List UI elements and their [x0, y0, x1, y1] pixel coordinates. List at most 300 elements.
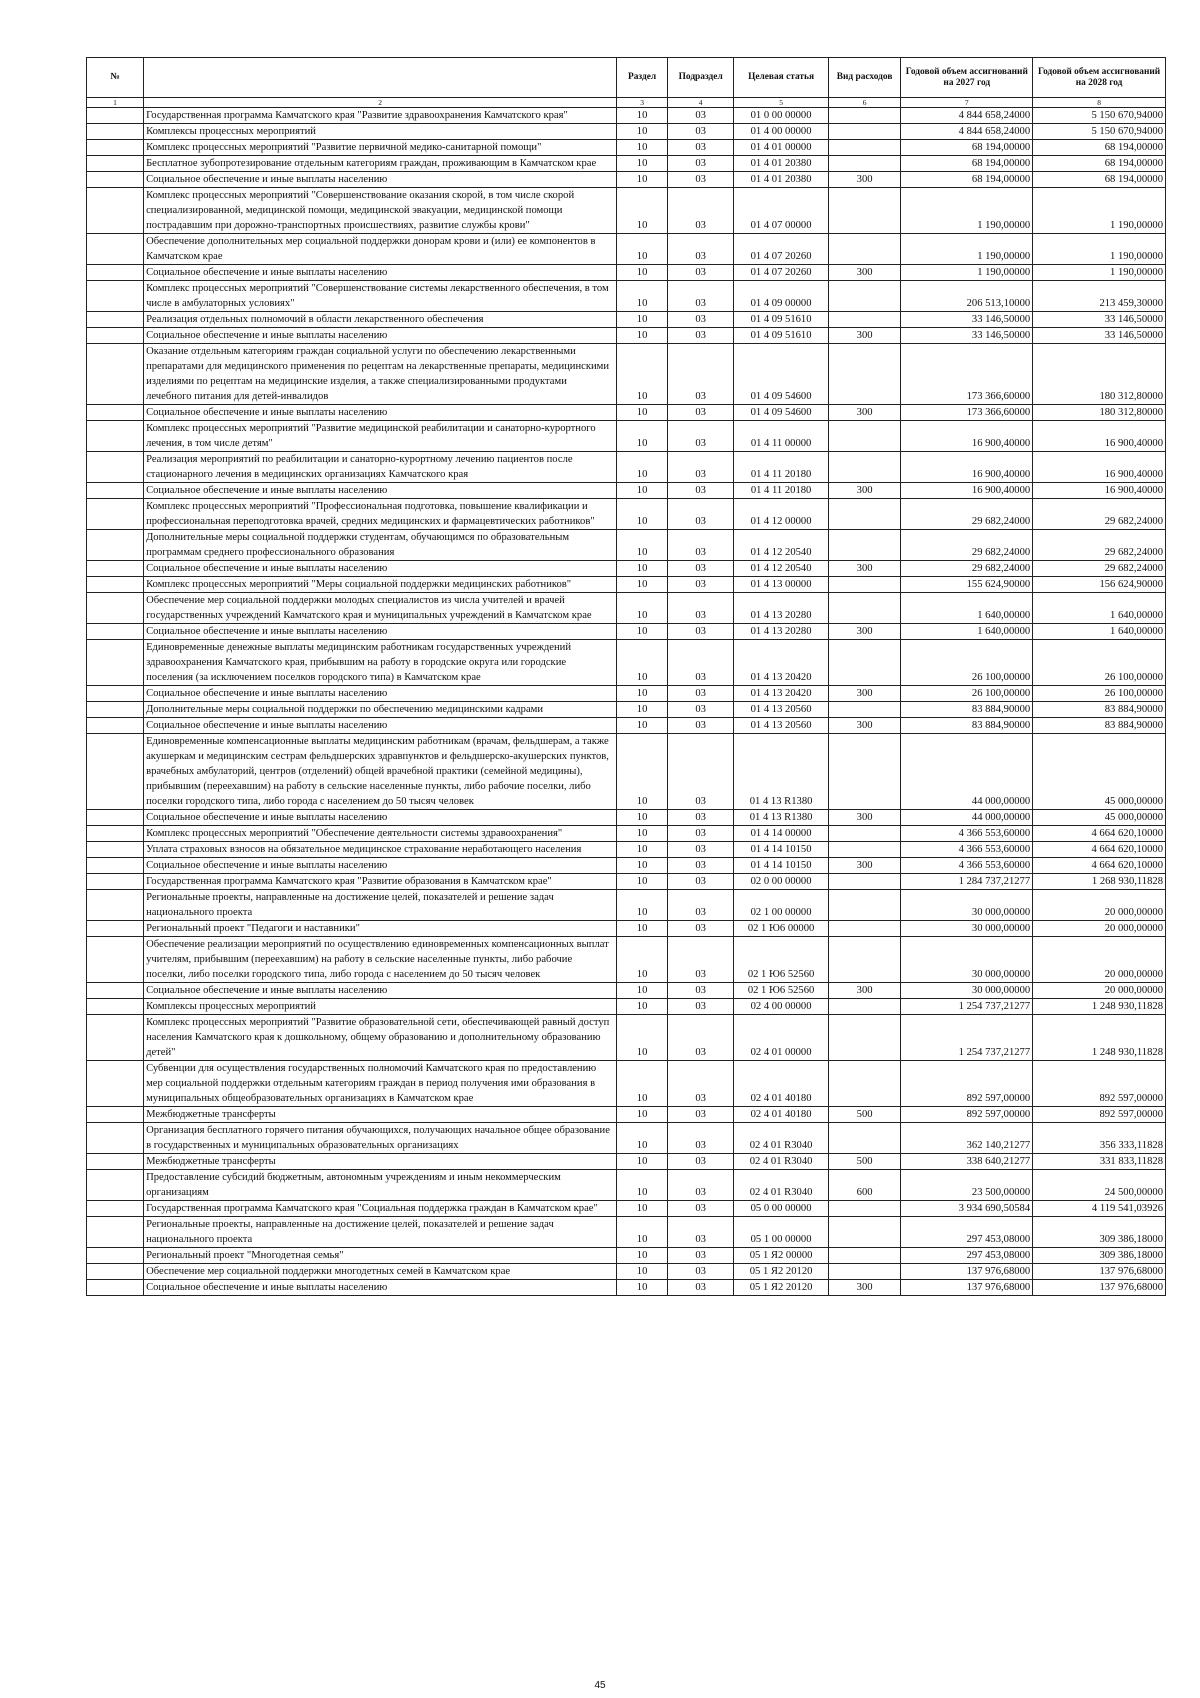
row-razdel-cell: 10	[617, 483, 668, 499]
column-number: 1	[87, 98, 144, 108]
row-razdel-cell: 10	[617, 1154, 668, 1170]
table-row	[87, 1107, 1166, 1123]
table-row	[87, 172, 1166, 188]
row-razdel-cell: 10	[617, 312, 668, 328]
table-row	[87, 1217, 1166, 1248]
row-name-cell: Комплекс процессных мероприятий "Совершенствование оказания скорой, в том числе скорой специализированной, медицинской помощи, медицинской эвакуации, медицинской помощи пострадавшим при дорожно-транспортных происшествиях, развитие службы крови"	[144, 188, 617, 234]
row-expense-type-cell: 300	[828, 405, 901, 421]
row-podrazdel-cell: 03	[667, 421, 733, 452]
row-razdel-cell: 10	[617, 421, 668, 452]
row-name-cell: Государственная программа Камчатского края "Социальная поддержка граждан в Камчатском крае"	[144, 1201, 617, 1217]
row-number-cell	[87, 405, 144, 421]
row-number-cell	[87, 1170, 144, 1201]
row-target-article-cell: 01 4 09 54600	[734, 405, 828, 421]
row-amount-2027-cell: 3 934 690,50584	[901, 1201, 1033, 1217]
row-expense-type-cell	[828, 1248, 901, 1264]
row-number-cell	[87, 842, 144, 858]
row-amount-2028-cell: 213 459,30000	[1033, 281, 1166, 312]
row-amount-2028-cell: 4 664 620,10000	[1033, 858, 1166, 874]
row-podrazdel-cell: 03	[667, 702, 733, 718]
header-number: №	[87, 58, 144, 98]
row-expense-type-cell: 500	[828, 1154, 901, 1170]
row-expense-type-cell: 300	[828, 624, 901, 640]
row-podrazdel-cell: 03	[667, 983, 733, 999]
row-podrazdel-cell: 03	[667, 640, 733, 686]
row-target-article-cell: 01 4 14 10150	[734, 842, 828, 858]
row-razdel-cell: 10	[617, 405, 668, 421]
row-number-cell	[87, 172, 144, 188]
row-name-cell: Субвенции для осуществления государственных полномочий Камчатского края по предоставлению мер социальной поддержки отдельным категориям граждан в период получения ими образования в муниципальных общеобразовательных организациях в Камчатском крае	[144, 1061, 617, 1107]
row-razdel-cell: 10	[617, 1280, 668, 1296]
row-expense-type-cell	[828, 577, 901, 593]
row-name-cell: Обеспечение мер социальной поддержки молодых специалистов из числа учителей и врачей государственных учреждений Камчатского края и муниципальных учреждений в Камчатском крае	[144, 593, 617, 624]
table-row	[87, 561, 1166, 577]
table-row	[87, 810, 1166, 826]
row-podrazdel-cell: 03	[667, 1170, 733, 1201]
row-podrazdel-cell: 03	[667, 858, 733, 874]
row-podrazdel-cell: 03	[667, 312, 733, 328]
row-amount-2028-cell: 26 100,00000	[1033, 686, 1166, 702]
row-amount-2027-cell: 137 976,68000	[901, 1280, 1033, 1296]
row-number-cell	[87, 188, 144, 234]
row-podrazdel-cell: 03	[667, 999, 733, 1015]
row-name-cell: Региональные проекты, направленные на достижение целей, показателей и решение задач национального проекта	[144, 890, 617, 921]
column-number: 5	[734, 98, 828, 108]
row-amount-2028-cell: 68 194,00000	[1033, 156, 1166, 172]
row-amount-2027-cell: 338 640,21277	[901, 1154, 1033, 1170]
table-row	[87, 718, 1166, 734]
row-amount-2027-cell: 206 513,10000	[901, 281, 1033, 312]
row-amount-2027-cell: 1 190,00000	[901, 265, 1033, 281]
row-target-article-cell: 01 4 07 20260	[734, 234, 828, 265]
row-target-article-cell: 01 4 09 00000	[734, 281, 828, 312]
column-number: 6	[828, 98, 901, 108]
row-amount-2028-cell: 1 640,00000	[1033, 624, 1166, 640]
row-razdel-cell: 10	[617, 937, 668, 983]
row-name-cell: Комплексы процессных мероприятий	[144, 124, 617, 140]
row-amount-2027-cell: 30 000,00000	[901, 937, 1033, 983]
row-number-cell	[87, 686, 144, 702]
column-number: 7	[901, 98, 1033, 108]
table-row	[87, 328, 1166, 344]
row-expense-type-cell	[828, 1123, 901, 1154]
table-body	[87, 108, 1166, 1296]
row-name-cell: Обеспечение мер социальной поддержки многодетных семей в Камчатском крае	[144, 1264, 617, 1280]
row-expense-type-cell	[828, 140, 901, 156]
row-name-cell: Реализация мероприятий по реабилитации и санаторно-курортному лечению пациентов после стационарного лечения в медицинских организациях Камчатского края	[144, 452, 617, 483]
row-expense-type-cell	[828, 1264, 901, 1280]
row-target-article-cell: 01 4 07 20260	[734, 265, 828, 281]
table-row	[87, 108, 1166, 124]
row-amount-2027-cell: 29 682,24000	[901, 561, 1033, 577]
row-target-article-cell: 01 4 13 R1380	[734, 810, 828, 826]
row-number-cell	[87, 810, 144, 826]
table-row	[87, 702, 1166, 718]
table-row	[87, 577, 1166, 593]
row-amount-2027-cell: 1 254 737,21277	[901, 999, 1033, 1015]
row-number-cell	[87, 1123, 144, 1154]
row-number-cell	[87, 499, 144, 530]
row-podrazdel-cell: 03	[667, 921, 733, 937]
row-expense-type-cell: 300	[828, 686, 901, 702]
row-expense-type-cell: 300	[828, 483, 901, 499]
row-razdel-cell: 10	[617, 1264, 668, 1280]
row-amount-2027-cell: 68 194,00000	[901, 156, 1033, 172]
row-amount-2028-cell: 20 000,00000	[1033, 890, 1166, 921]
row-name-cell: Региональный проект "Многодетная семья"	[144, 1248, 617, 1264]
row-expense-type-cell	[828, 156, 901, 172]
row-amount-2027-cell: 44 000,00000	[901, 810, 1033, 826]
row-name-cell: Оказание отдельным категориям граждан социальной услуги по обеспечению лекарственными препаратами для медицинского применения по рецептам на лекарственные препараты, медицинскими изделиями по рецептам на медицинские изделия, а также специализированными продуктами лечебного питания для детей-инвалидов	[144, 344, 617, 405]
row-amount-2027-cell: 30 000,00000	[901, 890, 1033, 921]
row-target-article-cell: 01 4 14 00000	[734, 826, 828, 842]
row-target-article-cell: 01 4 13 20420	[734, 640, 828, 686]
row-target-article-cell: 01 4 13 20560	[734, 718, 828, 734]
row-amount-2028-cell: 137 976,68000	[1033, 1264, 1166, 1280]
row-amount-2027-cell: 83 884,90000	[901, 718, 1033, 734]
row-razdel-cell: 10	[617, 874, 668, 890]
row-number-cell	[87, 874, 144, 890]
row-amount-2028-cell: 1 268 930,11828	[1033, 874, 1166, 890]
table-row	[87, 686, 1166, 702]
row-name-cell: Комплекс процессных мероприятий "Меры социальной поддержки медицинских работников"	[144, 577, 617, 593]
column-number: 4	[667, 98, 733, 108]
row-amount-2028-cell: 5 150 670,94000	[1033, 124, 1166, 140]
row-amount-2028-cell: 1 640,00000	[1033, 593, 1166, 624]
row-podrazdel-cell: 03	[667, 810, 733, 826]
row-target-article-cell: 01 4 11 20180	[734, 452, 828, 483]
row-podrazdel-cell: 03	[667, 188, 733, 234]
table-row	[87, 937, 1166, 983]
row-amount-2027-cell: 83 884,90000	[901, 702, 1033, 718]
row-number-cell	[87, 1280, 144, 1296]
row-podrazdel-cell: 03	[667, 108, 733, 124]
row-name-cell: Социальное обеспечение и иные выплаты населению	[144, 983, 617, 999]
table-row	[87, 1264, 1166, 1280]
row-name-cell: Государственная программа Камчатского края "Развитие здравоохранения Камчатского края"	[144, 108, 617, 124]
row-expense-type-cell: 300	[828, 858, 901, 874]
row-razdel-cell: 10	[617, 188, 668, 234]
table-row	[87, 624, 1166, 640]
row-name-cell: Обеспечение реализации мероприятий по осуществлению единовременных компенсационных выплат учителям, прибывшим (переехавшим) на работу в сельские населенные пункты, либо рабочие поселки, либо поселки городского типа, либо города с населением до 50 тысяч человек	[144, 937, 617, 983]
row-target-article-cell: 01 4 11 00000	[734, 421, 828, 452]
table-row	[87, 842, 1166, 858]
row-target-article-cell: 02 4 01 R3040	[734, 1123, 828, 1154]
row-podrazdel-cell: 03	[667, 1280, 733, 1296]
table-row	[87, 1015, 1166, 1061]
row-amount-2027-cell: 1 190,00000	[901, 188, 1033, 234]
row-number-cell	[87, 140, 144, 156]
row-number-cell	[87, 1248, 144, 1264]
row-razdel-cell: 10	[617, 826, 668, 842]
row-razdel-cell: 10	[617, 577, 668, 593]
row-name-cell: Региональные проекты, направленные на достижение целей, показателей и решение задач национального проекта	[144, 1217, 617, 1248]
row-target-article-cell: 02 1 Ю6 52560	[734, 983, 828, 999]
row-podrazdel-cell: 03	[667, 937, 733, 983]
row-razdel-cell: 10	[617, 1107, 668, 1123]
row-razdel-cell: 10	[617, 1170, 668, 1201]
row-amount-2028-cell: 68 194,00000	[1033, 140, 1166, 156]
row-podrazdel-cell: 03	[667, 718, 733, 734]
row-number-cell	[87, 530, 144, 561]
row-expense-type-cell	[828, 842, 901, 858]
row-target-article-cell: 01 4 13 00000	[734, 577, 828, 593]
row-target-article-cell: 02 4 00 00000	[734, 999, 828, 1015]
row-target-article-cell: 02 4 01 40180	[734, 1107, 828, 1123]
row-podrazdel-cell: 03	[667, 530, 733, 561]
column-number: 3	[617, 98, 668, 108]
row-podrazdel-cell: 03	[667, 405, 733, 421]
row-number-cell	[87, 265, 144, 281]
table-row	[87, 874, 1166, 890]
row-amount-2027-cell: 1 640,00000	[901, 593, 1033, 624]
row-expense-type-cell	[828, 108, 901, 124]
row-name-cell: Бесплатное зубопротезирование отдельным категориям граждан, проживающим в Камчатском крае	[144, 156, 617, 172]
row-target-article-cell: 05 1 Я2 00000	[734, 1248, 828, 1264]
row-number-cell	[87, 312, 144, 328]
row-number-cell	[87, 858, 144, 874]
row-amount-2027-cell: 297 453,08000	[901, 1248, 1033, 1264]
row-target-article-cell: 02 4 01 00000	[734, 1015, 828, 1061]
row-razdel-cell: 10	[617, 858, 668, 874]
row-podrazdel-cell: 03	[667, 624, 733, 640]
row-razdel-cell: 10	[617, 734, 668, 810]
row-expense-type-cell	[828, 124, 901, 140]
row-target-article-cell: 01 4 12 00000	[734, 499, 828, 530]
table-row	[87, 1201, 1166, 1217]
row-amount-2028-cell: 16 900,40000	[1033, 483, 1166, 499]
row-amount-2028-cell: 156 624,90000	[1033, 577, 1166, 593]
row-podrazdel-cell: 03	[667, 890, 733, 921]
row-target-article-cell: 02 1 Ю6 00000	[734, 921, 828, 937]
row-amount-2027-cell: 29 682,24000	[901, 530, 1033, 561]
header-target-article: Целевая статья	[734, 58, 828, 98]
row-name-cell: Социальное обеспечение и иные выплаты населению	[144, 328, 617, 344]
row-amount-2028-cell: 4 664 620,10000	[1033, 826, 1166, 842]
table-row	[87, 281, 1166, 312]
header-amount-2028: Годовой объем ассигнований на 2028 год	[1033, 58, 1166, 98]
row-razdel-cell: 10	[617, 234, 668, 265]
row-target-article-cell: 05 1 Я2 20120	[734, 1264, 828, 1280]
row-amount-2027-cell: 4 366 553,60000	[901, 842, 1033, 858]
row-target-article-cell: 01 4 13 20280	[734, 624, 828, 640]
row-name-cell: Социальное обеспечение и иные выплаты населению	[144, 624, 617, 640]
table-row	[87, 421, 1166, 452]
header-amount-2027: Годовой объем ассигнований на 2027 год	[901, 58, 1033, 98]
row-expense-type-cell	[828, 452, 901, 483]
row-expense-type-cell	[828, 999, 901, 1015]
row-number-cell	[87, 483, 144, 499]
row-expense-type-cell: 300	[828, 810, 901, 826]
row-razdel-cell: 10	[617, 640, 668, 686]
row-podrazdel-cell: 03	[667, 593, 733, 624]
row-amount-2028-cell: 20 000,00000	[1033, 983, 1166, 999]
row-number-cell	[87, 281, 144, 312]
table-row	[87, 188, 1166, 234]
row-amount-2027-cell: 16 900,40000	[901, 483, 1033, 499]
row-target-article-cell: 02 0 00 00000	[734, 874, 828, 890]
row-number-cell	[87, 640, 144, 686]
row-name-cell: Социальное обеспечение и иные выплаты населению	[144, 810, 617, 826]
row-razdel-cell: 10	[617, 1015, 668, 1061]
row-amount-2028-cell: 309 386,18000	[1033, 1217, 1166, 1248]
table-row	[87, 1170, 1166, 1201]
row-number-cell	[87, 1217, 144, 1248]
row-name-cell: Обеспечение дополнительных мер социальной поддержки донорам крови и (или) ее компонентов в Камчатском крае	[144, 234, 617, 265]
row-amount-2027-cell: 4 844 658,24000	[901, 124, 1033, 140]
table-row	[87, 234, 1166, 265]
row-target-article-cell: 01 4 01 20380	[734, 156, 828, 172]
row-podrazdel-cell: 03	[667, 1107, 733, 1123]
row-razdel-cell: 10	[617, 1123, 668, 1154]
row-name-cell: Социальное обеспечение и иные выплаты населению	[144, 561, 617, 577]
row-razdel-cell: 10	[617, 999, 668, 1015]
row-target-article-cell: 05 1 00 00000	[734, 1217, 828, 1248]
table-row	[87, 1061, 1166, 1107]
row-number-cell	[87, 1154, 144, 1170]
row-expense-type-cell	[828, 1201, 901, 1217]
row-target-article-cell: 01 4 14 10150	[734, 858, 828, 874]
row-expense-type-cell	[828, 1217, 901, 1248]
row-name-cell: Социальное обеспечение и иные выплаты населению	[144, 483, 617, 499]
row-number-cell	[87, 999, 144, 1015]
row-amount-2028-cell: 1 190,00000	[1033, 265, 1166, 281]
row-podrazdel-cell: 03	[667, 124, 733, 140]
row-target-article-cell: 01 4 13 R1380	[734, 734, 828, 810]
row-amount-2028-cell: 892 597,00000	[1033, 1061, 1166, 1107]
row-expense-type-cell	[828, 826, 901, 842]
row-number-cell	[87, 421, 144, 452]
row-amount-2027-cell: 16 900,40000	[901, 421, 1033, 452]
row-amount-2028-cell: 68 194,00000	[1033, 172, 1166, 188]
row-name-cell: Социальное обеспечение и иные выплаты населению	[144, 718, 617, 734]
row-number-cell	[87, 921, 144, 937]
table-row	[87, 124, 1166, 140]
table-row	[87, 1248, 1166, 1264]
row-razdel-cell: 10	[617, 124, 668, 140]
row-razdel-cell: 10	[617, 702, 668, 718]
row-expense-type-cell	[828, 890, 901, 921]
row-podrazdel-cell: 03	[667, 874, 733, 890]
row-expense-type-cell: 600	[828, 1170, 901, 1201]
row-name-cell: Организация бесплатного горячего питания обучающихся, получающих начальное общее образование в государственных и муниципальных образовательных организациях	[144, 1123, 617, 1154]
row-target-article-cell: 01 4 11 20180	[734, 483, 828, 499]
row-expense-type-cell	[828, 344, 901, 405]
row-expense-type-cell: 300	[828, 172, 901, 188]
row-expense-type-cell	[828, 937, 901, 983]
row-target-article-cell: 01 4 13 20280	[734, 593, 828, 624]
row-number-cell	[87, 452, 144, 483]
row-amount-2027-cell: 155 624,90000	[901, 577, 1033, 593]
row-amount-2028-cell: 4 119 541,03926	[1033, 1201, 1166, 1217]
row-amount-2028-cell: 26 100,00000	[1033, 640, 1166, 686]
row-razdel-cell: 10	[617, 842, 668, 858]
row-podrazdel-cell: 03	[667, 452, 733, 483]
row-amount-2027-cell: 44 000,00000	[901, 734, 1033, 810]
row-amount-2028-cell: 83 884,90000	[1033, 702, 1166, 718]
row-target-article-cell: 01 4 12 20540	[734, 530, 828, 561]
header-expense-type: Вид расходов	[828, 58, 901, 98]
row-number-cell	[87, 561, 144, 577]
row-number-cell	[87, 1061, 144, 1107]
row-number-cell	[87, 577, 144, 593]
row-amount-2028-cell: 29 682,24000	[1033, 499, 1166, 530]
row-target-article-cell: 01 4 09 54600	[734, 344, 828, 405]
row-amount-2027-cell: 1 284 737,21277	[901, 874, 1033, 890]
row-target-article-cell: 02 1 Ю6 52560	[734, 937, 828, 983]
row-amount-2028-cell: 5 150 670,94000	[1033, 108, 1166, 124]
row-expense-type-cell	[828, 1061, 901, 1107]
row-name-cell: Социальное обеспечение и иные выплаты населению	[144, 858, 617, 874]
row-name-cell: Единовременные компенсационные выплаты медицинским работникам (врачам, фельдшерам, а также акушеркам и медицинским сестрам фельдшерских здравпунктов и фельдшерско-акушерских пунктов, врачебных амбулаторий, центров (отделений) общей врачебной практики (семейной медицины), прибывшим (переехавшим) на работу в сельские населенные пункты, либо рабочие поселки, либо поселки городского типа, либо города с населением до 50 тысяч человек	[144, 734, 617, 810]
row-number-cell	[87, 1015, 144, 1061]
row-razdel-cell: 10	[617, 810, 668, 826]
row-razdel-cell: 10	[617, 499, 668, 530]
row-number-cell	[87, 1107, 144, 1123]
table-row	[87, 921, 1166, 937]
row-number-cell	[87, 890, 144, 921]
row-amount-2027-cell: 33 146,50000	[901, 328, 1033, 344]
row-razdel-cell: 10	[617, 593, 668, 624]
row-podrazdel-cell: 03	[667, 156, 733, 172]
row-name-cell: Межбюджетные трансферты	[144, 1154, 617, 1170]
row-target-article-cell: 01 4 01 20380	[734, 172, 828, 188]
row-target-article-cell: 02 4 01 R3040	[734, 1154, 828, 1170]
row-target-article-cell: 01 4 09 51610	[734, 312, 828, 328]
row-razdel-cell: 10	[617, 686, 668, 702]
table-header-row	[87, 58, 1166, 98]
row-name-cell: Межбюджетные трансферты	[144, 1107, 617, 1123]
row-amount-2028-cell: 137 976,68000	[1033, 1280, 1166, 1296]
table-row	[87, 140, 1166, 156]
row-amount-2027-cell: 1 254 737,21277	[901, 1015, 1033, 1061]
row-name-cell: Социальное обеспечение и иные выплаты населению	[144, 686, 617, 702]
row-amount-2027-cell: 173 366,60000	[901, 344, 1033, 405]
row-podrazdel-cell: 03	[667, 344, 733, 405]
row-amount-2027-cell: 173 366,60000	[901, 405, 1033, 421]
row-name-cell: Комплекс процессных мероприятий "Обеспечение деятельности системы здравоохранения"	[144, 826, 617, 842]
row-razdel-cell: 10	[617, 140, 668, 156]
row-amount-2028-cell: 24 500,00000	[1033, 1170, 1166, 1201]
row-number-cell	[87, 624, 144, 640]
row-razdel-cell: 10	[617, 718, 668, 734]
column-number: 2	[144, 98, 617, 108]
row-target-article-cell: 02 1 00 00000	[734, 890, 828, 921]
row-expense-type-cell	[828, 921, 901, 937]
row-amount-2028-cell: 180 312,80000	[1033, 405, 1166, 421]
row-razdel-cell: 10	[617, 561, 668, 577]
table-row	[87, 983, 1166, 999]
row-amount-2028-cell: 309 386,18000	[1033, 1248, 1166, 1264]
row-amount-2028-cell: 331 833,11828	[1033, 1154, 1166, 1170]
row-number-cell	[87, 328, 144, 344]
row-amount-2027-cell: 892 597,00000	[901, 1061, 1033, 1107]
row-razdel-cell: 10	[617, 921, 668, 937]
table-row	[87, 734, 1166, 810]
row-podrazdel-cell: 03	[667, 686, 733, 702]
row-razdel-cell: 10	[617, 983, 668, 999]
table-row	[87, 405, 1166, 421]
table-row	[87, 640, 1166, 686]
row-razdel-cell: 10	[617, 1201, 668, 1217]
row-podrazdel-cell: 03	[667, 1015, 733, 1061]
row-podrazdel-cell: 03	[667, 1123, 733, 1154]
row-target-article-cell: 01 4 13 20420	[734, 686, 828, 702]
row-expense-type-cell: 300	[828, 718, 901, 734]
row-razdel-cell: 10	[617, 172, 668, 188]
row-amount-2028-cell: 33 146,50000	[1033, 312, 1166, 328]
row-name-cell: Социальное обеспечение и иные выплаты населению	[144, 265, 617, 281]
